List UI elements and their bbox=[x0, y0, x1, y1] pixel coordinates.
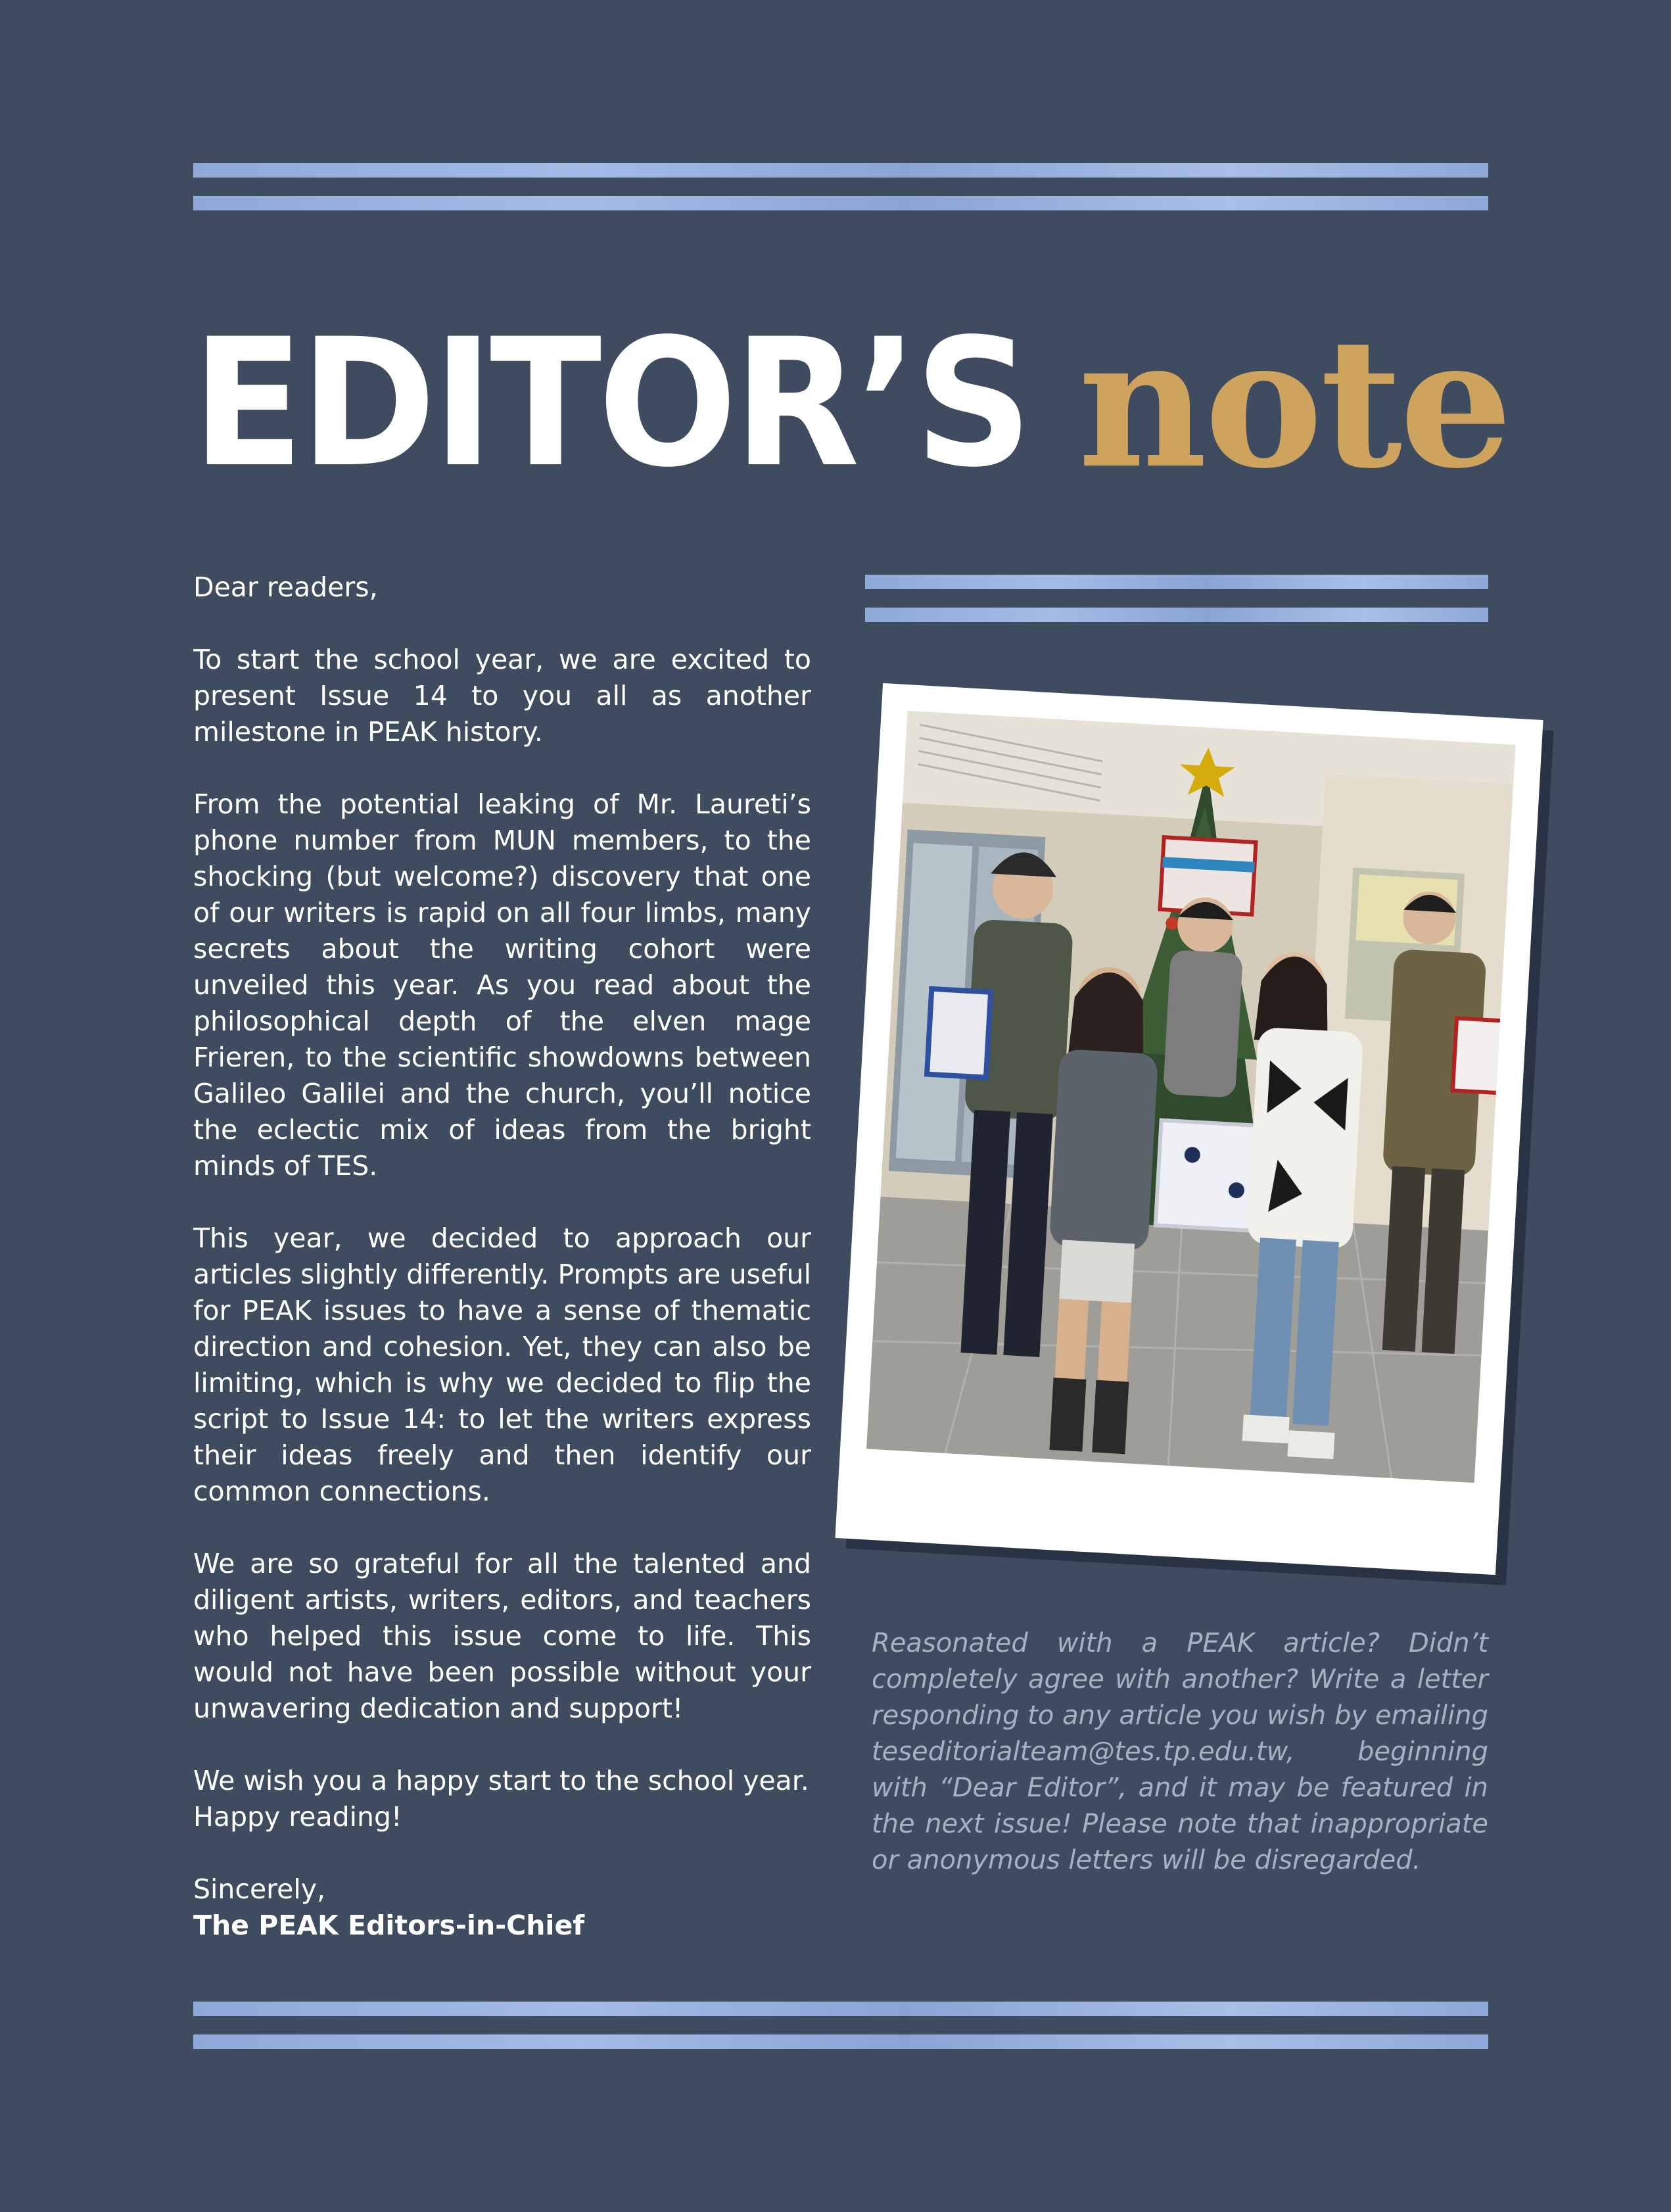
bottom-stripe-2 bbox=[193, 2034, 1488, 2049]
letter-paragraph: We wish you a happy start to the school year. Happy reading! bbox=[193, 1765, 809, 1833]
polaroid-frame bbox=[835, 683, 1543, 1575]
letter-paragraph: To start the school year, we are excited to present Issue 14 to you all as another milestone in PEAK history. bbox=[193, 644, 811, 748]
letter-body bbox=[193, 569, 811, 1944]
group-photo bbox=[866, 711, 1515, 1483]
page-title-accent: note bbox=[1078, 299, 1510, 508]
letter-paragraph: From the potential leaking of Mr. Laureti’s phone number from MUN members, to the shocking (but welcome?) discovery that one of our writers is rapid on all four limbs, many secrets about the writing cohort were unveiled this year. As you read about the philosophical depth of the elven mage Frieren, to the scientific showdowns between Galileo Galilei and the church, you’ll notice the eclectic mix of ideas from the bright minds of TES. bbox=[193, 788, 811, 1182]
mid-stripe-1 bbox=[865, 575, 1488, 589]
letter-paragraph: We are so grateful for all the talented and diligent artists, writers, editors, and teachers who helped this issue come to life. This would not have been possible without your unwavering dedication and support! bbox=[193, 1548, 811, 1724]
letter-paragraph: This year, we decided to approach our articles slightly differently. Prompts are useful for PEAK issues to have a sense of thematic direction and cohesion. Yet, they can also be limiting, which is why we decided to flip the script to Issue 14: to let the writers express their ideas freely and then identify our common connections. bbox=[193, 1222, 811, 1507]
page-title: EDITOR’S bbox=[192, 301, 1029, 506]
letter-closing: Sincerely, bbox=[193, 1873, 326, 1905]
letter-greeting: Dear readers, bbox=[193, 571, 378, 603]
letter-signature: The PEAK Editors-in-Chief bbox=[193, 1910, 585, 1941]
letter-to-editor-callout: Reasonated with a PEAK article? Didn’t completely agree with another? Write a letter responding to any article you wish by emailing teseditorialteam@tes.tp.edu.tw, beginning with “Dear Editor”, and it may be featured in the next issue! Please note that inappropriate or anonymous letters will be disregarded. bbox=[872, 1628, 1488, 1875]
group-photo-illustration bbox=[866, 711, 1515, 1483]
mid-stripe-2 bbox=[865, 608, 1488, 622]
top-stripe-1 bbox=[193, 163, 1488, 178]
letter-signoff bbox=[193, 1871, 811, 1944]
bottom-stripe-1 bbox=[193, 2002, 1488, 2016]
top-stripe-2 bbox=[193, 196, 1488, 210]
